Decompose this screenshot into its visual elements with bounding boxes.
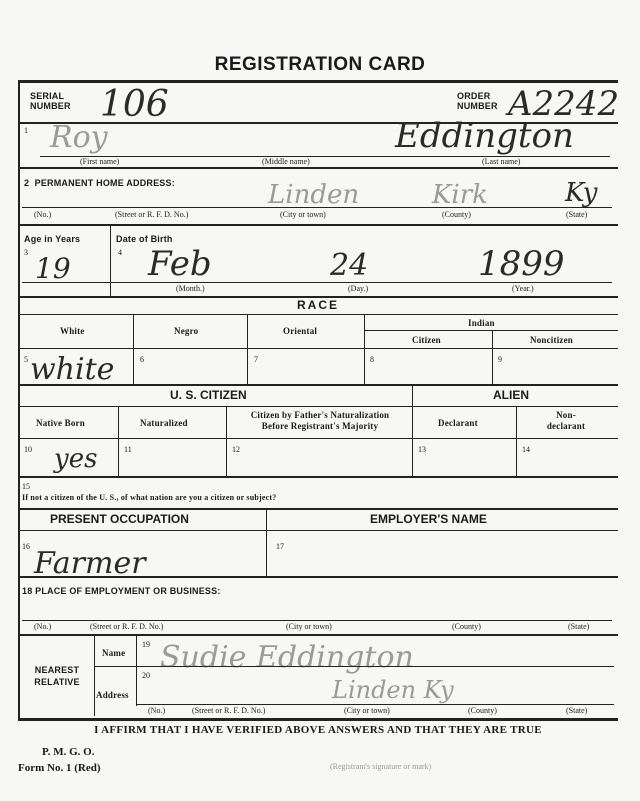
q17-number: 17 bbox=[276, 542, 284, 551]
relative-address-value: Linden Ky bbox=[332, 676, 454, 704]
q9-number: 9 bbox=[498, 355, 502, 364]
address-city-caption: (City or town) bbox=[280, 210, 326, 219]
affirmation-text: I AFFIRM THAT I HAVE VERIFIED ABOVE ANSWERS AND THAT THEY ARE TRUE bbox=[94, 724, 542, 736]
native-born-value: yes bbox=[54, 444, 98, 474]
dob-day-caption: (Day.) bbox=[348, 284, 369, 293]
divider bbox=[412, 384, 413, 476]
middle-name-caption: (Middle name) bbox=[262, 157, 310, 166]
nearest-relative-label: NEAREST RELATIVE bbox=[34, 665, 80, 687]
q3-number: 3 bbox=[24, 248, 28, 257]
address-state-value: Ky bbox=[565, 178, 598, 208]
dob-month-caption: (Month.) bbox=[176, 284, 205, 293]
divider bbox=[492, 330, 493, 384]
rule bbox=[18, 224, 618, 226]
rule bbox=[18, 634, 618, 636]
signature-caption: (Registrant's signature or mark) bbox=[330, 762, 432, 771]
race-white-header: White bbox=[60, 326, 85, 336]
q4-number: 4 bbox=[118, 248, 122, 257]
serial-value: 106 bbox=[100, 84, 169, 125]
divider bbox=[247, 314, 248, 384]
dob-day-value: 24 bbox=[330, 248, 369, 283]
relative-street-caption: (Street or R. F. D. No.) bbox=[192, 706, 266, 715]
q6-number: 6 bbox=[140, 355, 144, 364]
form-code: P. M. G. O. bbox=[42, 746, 95, 758]
rule bbox=[18, 438, 618, 439]
relative-county-caption: (County) bbox=[468, 706, 497, 715]
rule bbox=[18, 348, 618, 349]
divider bbox=[94, 634, 95, 716]
place-no-caption: (No.) bbox=[34, 622, 52, 631]
q13-number: 13 bbox=[418, 445, 426, 454]
divider bbox=[266, 508, 267, 576]
relative-city-caption: (City or town) bbox=[344, 706, 390, 715]
relative-address-label: Address bbox=[96, 690, 129, 700]
nondeclarant-header: Non- declarant bbox=[546, 410, 586, 431]
last-name-caption: (Last name) bbox=[482, 157, 521, 166]
q1-number: 1 bbox=[24, 126, 28, 135]
race-noncitizen-header: Noncitizen bbox=[530, 335, 573, 345]
card-title: REGISTRATION CARD bbox=[214, 54, 426, 75]
address-state-caption: (State) bbox=[566, 210, 588, 219]
q10-number: 10 bbox=[24, 445, 32, 454]
relative-no-caption: (No.) bbox=[148, 706, 166, 715]
age-value: 19 bbox=[35, 252, 71, 285]
occupation-value: Farmer bbox=[34, 546, 146, 581]
race-value: white bbox=[30, 352, 115, 387]
last-name-value: Eddington bbox=[395, 116, 574, 156]
rule bbox=[94, 666, 614, 667]
relative-name-value: Sudie Eddington bbox=[160, 640, 414, 675]
rule bbox=[22, 620, 612, 621]
place-state-caption: (State) bbox=[568, 622, 590, 631]
race-citizen-header: Citizen bbox=[412, 335, 441, 345]
place-street-caption: (Street or R. F. D. No.) bbox=[90, 622, 164, 631]
declarant-header: Declarant bbox=[438, 418, 478, 428]
q7-number: 7 bbox=[254, 355, 258, 364]
employer-title: EMPLOYER'S NAME bbox=[370, 512, 487, 526]
dob-month-value: Feb bbox=[148, 244, 212, 284]
divider bbox=[136, 634, 137, 706]
race-title: RACE bbox=[296, 298, 339, 312]
place-county-caption: (County) bbox=[452, 622, 481, 631]
top-rule bbox=[18, 80, 618, 83]
rule bbox=[22, 207, 612, 208]
order-value: A2242 bbox=[508, 84, 620, 124]
dob-label: Date of Birth bbox=[116, 234, 173, 244]
rule bbox=[18, 718, 618, 721]
q15-question: If not a citizen of the U. S., of what nation are you a citizen or subject? bbox=[22, 493, 277, 502]
place-of-employment-label: 18 PLACE OF EMPLOYMENT OR BUSINESS: bbox=[22, 586, 221, 596]
q20-number: 20 bbox=[142, 671, 150, 680]
q8-number: 8 bbox=[370, 355, 374, 364]
relative-name-label: Name bbox=[102, 648, 126, 658]
rule bbox=[18, 576, 618, 578]
first-name-caption: (First name) bbox=[80, 157, 120, 166]
divider bbox=[110, 224, 111, 296]
address-no-caption: (No.) bbox=[34, 210, 52, 219]
race-oriental-header: Oriental bbox=[283, 326, 318, 336]
q11-number: 11 bbox=[124, 445, 132, 454]
address-county-value: Kirk bbox=[432, 180, 488, 210]
relative-state-caption: (State) bbox=[566, 706, 588, 715]
father-naturalization-header: Citizen by Father's Naturalization Before Registrant's Majority bbox=[250, 410, 390, 431]
rule bbox=[18, 167, 618, 169]
rule bbox=[18, 314, 618, 315]
naturalized-header: Naturalized bbox=[140, 418, 188, 428]
rule bbox=[18, 508, 618, 510]
rule bbox=[40, 156, 610, 157]
order-label: ORDER NUMBER bbox=[457, 91, 498, 111]
place-city-caption: (City or town) bbox=[286, 622, 332, 631]
q15-number: 15 bbox=[22, 482, 30, 491]
address-city-value: Linden bbox=[268, 180, 360, 210]
form-number: Form No. 1 (Red) bbox=[18, 762, 101, 774]
q14-number: 14 bbox=[522, 445, 530, 454]
alien-title: ALIEN bbox=[493, 388, 529, 402]
age-label: Age in Years bbox=[24, 234, 81, 244]
q5-number: 5 bbox=[24, 355, 28, 364]
divider bbox=[364, 314, 365, 384]
occupation-title: PRESENT OCCUPATION bbox=[50, 512, 189, 526]
address-street-caption: (Street or R. F. D. No.) bbox=[115, 210, 189, 219]
divider bbox=[226, 406, 227, 476]
rule bbox=[22, 282, 612, 283]
divider bbox=[118, 406, 119, 476]
rule bbox=[136, 704, 614, 705]
address-county-caption: (County) bbox=[442, 210, 471, 219]
q12-number: 12 bbox=[232, 445, 240, 454]
race-indian-header: Indian bbox=[468, 318, 495, 328]
rule bbox=[18, 384, 618, 386]
rule bbox=[364, 330, 618, 331]
first-name-value: Roy bbox=[50, 120, 108, 155]
q16-number: 16 bbox=[22, 542, 30, 551]
dob-year-caption: (Year.) bbox=[512, 284, 534, 293]
divider bbox=[133, 314, 134, 384]
home-address-label: 2 PERMANENT HOME ADDRESS: bbox=[24, 178, 175, 188]
dob-year-value: 1899 bbox=[478, 244, 565, 284]
left-border bbox=[18, 80, 20, 720]
rule bbox=[18, 530, 618, 531]
race-negro-header: Negro bbox=[174, 326, 199, 336]
rule bbox=[18, 476, 618, 478]
us-citizen-title: U. S. CITIZEN bbox=[170, 388, 247, 402]
native-born-header: Native Born bbox=[36, 418, 85, 428]
rule bbox=[18, 406, 618, 407]
serial-label: SERIAL NUMBER bbox=[30, 91, 71, 111]
q19-number: 19 bbox=[142, 640, 150, 649]
